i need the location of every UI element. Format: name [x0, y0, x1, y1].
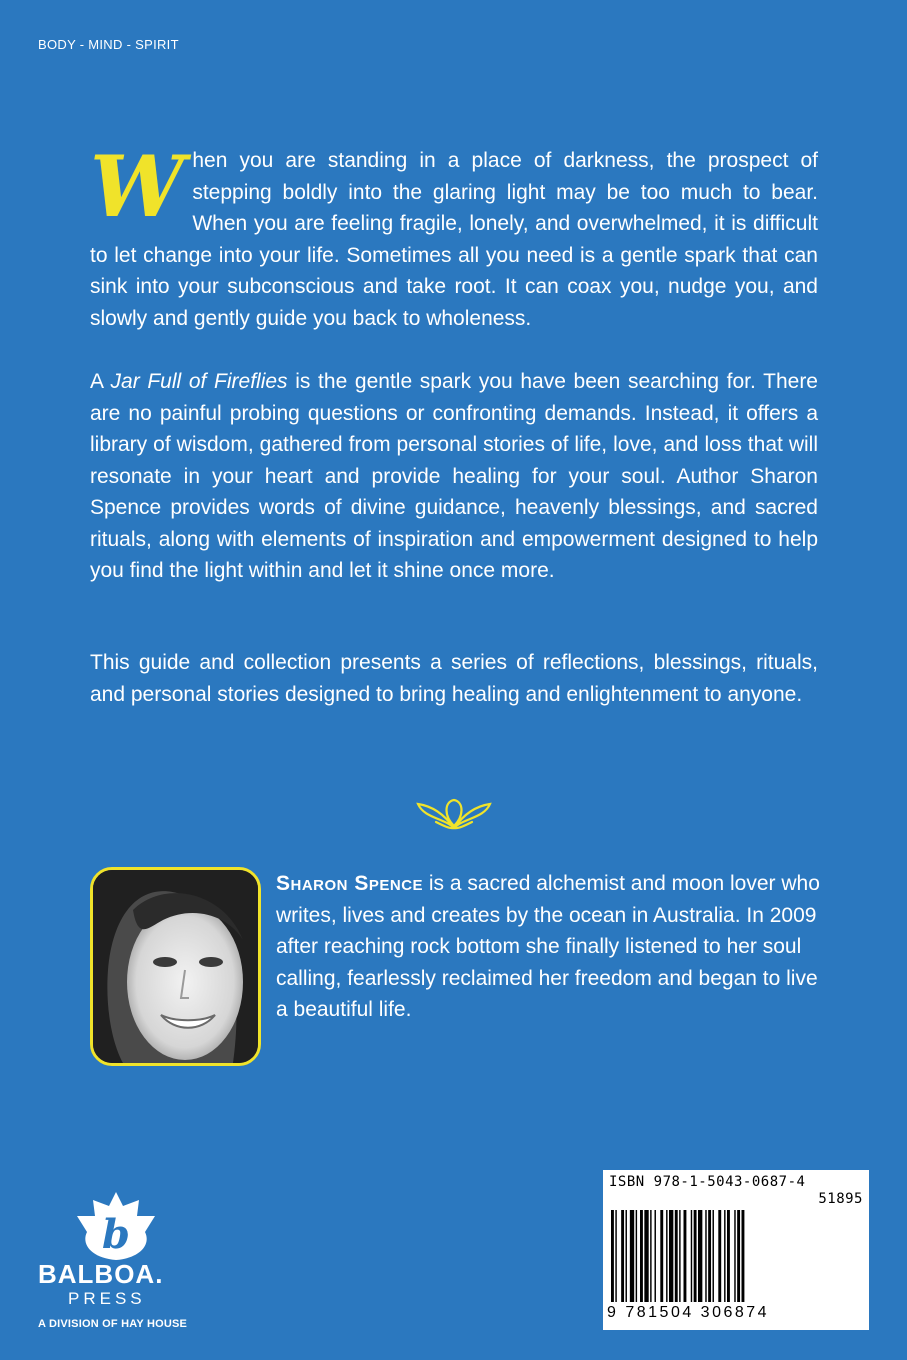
barcode-stripe	[626, 1210, 627, 1302]
barcode-stripe	[694, 1210, 697, 1302]
author-name: Sharon Spence	[276, 872, 424, 895]
barcode-stripe	[734, 1210, 735, 1302]
barcode-stripe	[636, 1210, 637, 1302]
isbn-barcode	[603, 1170, 869, 1330]
barcode-stripe	[737, 1210, 740, 1302]
author-photo	[90, 867, 261, 1066]
barcode-stripe	[727, 1210, 730, 1302]
barcode-stripe	[675, 1210, 678, 1302]
barcode-stripe	[724, 1210, 725, 1302]
barcode-stripe	[698, 1210, 702, 1302]
barcode-stripe	[705, 1210, 706, 1302]
drop-cap: W	[90, 137, 185, 236]
barcode-stripe	[621, 1210, 624, 1302]
blurb-paragraph-2-text: is the gentle spark you have been searching for. There are no painful probing questions or confronting demands. Instead, it offers a library of wisdom, gathered from personal stories of life, love, and loss that will resonate in your heart and provide healing for your soul. Author Sharon Spence provides words of divine guidance, heavenly blessings, and sacred rituals, along with elements of inspiration and empowerment designed to help you find the light within and let it shine once more.	[90, 370, 818, 582]
price-code: 51895	[818, 1191, 863, 1207]
barcode-stripe	[615, 1210, 616, 1302]
barcode-stripe	[630, 1210, 634, 1302]
author-bio	[276, 868, 821, 1026]
ornament-divider	[414, 796, 494, 832]
barcode-stripe	[742, 1210, 745, 1302]
blurb-paragraph-2-lead: A	[90, 370, 111, 393]
publisher-division: A DIVISION OF HAY HOUSE	[38, 1318, 188, 1330]
barcode-stripe	[666, 1210, 667, 1302]
barcode-stripe	[708, 1210, 711, 1302]
isbn-number: ISBN 978-1-5043-0687-4	[609, 1174, 806, 1190]
blurb-paragraph-1	[90, 137, 818, 334]
barcode-bars	[611, 1210, 861, 1304]
barcode-stripe	[669, 1210, 673, 1302]
blurb-paragraph-2	[90, 366, 818, 587]
ean-number: 9 781504 306874	[607, 1304, 770, 1321]
barcode-stripe	[718, 1210, 721, 1302]
author-portrait-image	[93, 870, 258, 1063]
barcode-stripe	[679, 1210, 680, 1302]
blurb-paragraph-3: This guide and collection presents a series of reflections, blessings, rituals, and personal stories designed to bring healing and enlightenment to anyone.	[90, 651, 818, 706]
barcode-stripe	[655, 1210, 656, 1302]
barcode-stripe	[713, 1210, 714, 1302]
barcode-stripe	[650, 1210, 651, 1302]
barcode-stripe	[611, 1210, 614, 1302]
publisher-name: BALBOA.	[38, 1259, 164, 1289]
author-bio-text: is a sacred alchemist and moon lover who writes, lives and creates by the ocean in Australia. In 2009 after reaching rock bottom she finally listened to her soul calling, fearlessly reclaimed her freedom and began to live a beautiful life.	[276, 872, 820, 1021]
barcode-stripe	[660, 1210, 663, 1302]
logo-letter: b	[102, 1211, 130, 1258]
book-title: Jar Full of Fireflies	[110, 370, 288, 393]
barcode-stripe	[691, 1210, 692, 1302]
lotus-logo-icon	[71, 1192, 161, 1262]
barcode-stripe	[644, 1210, 648, 1302]
category-label: BODY - MIND - SPIRIT	[38, 37, 179, 52]
blurb-paragraph-1-text: hen you are standing in a place of darkness, the prospect of stepping boldly into the glaring light may be too much to bear. When you are feeling fragile, lonely, and overwhelmed, it is difficult to let change into your life. Sometimes all you need is a gentle spark that can sink into your subconscious and take root. It can coax you, nudge you, and slowly and gently guide you back to wholeness.	[90, 149, 818, 330]
barcode-stripe	[684, 1210, 687, 1302]
barcode-stripe	[640, 1210, 643, 1302]
publisher-sub: PRESS	[68, 1289, 146, 1308]
